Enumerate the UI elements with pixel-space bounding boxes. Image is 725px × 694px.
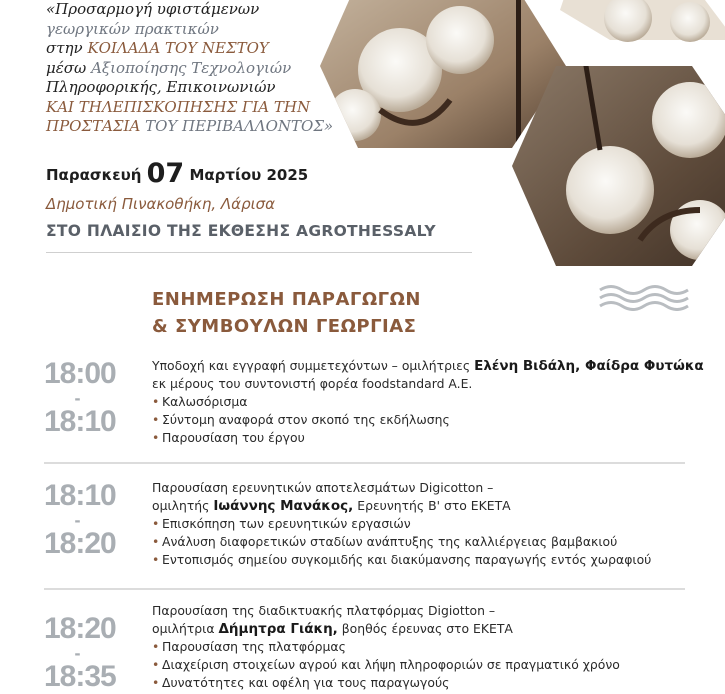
divider [44,588,685,590]
title-line-3: στην ΚΟΙΛΑΔΑ ΤΟΥ ΝΕΣΤΟΥ [46,39,269,57]
program-item-1: Υποδοχή και εγγραφή συμμετεχόντων – ομιλήτριες Ελένη Βιδάλη, Φαίδρα Φυτώκα εκ μέρους του συντονιστή φορέα foodstandard A.E. • Καλωσόρισμα • Σύντομη αναφορά στον σκοπό της εκδήλωσης • Παρουσίαση του έργου [152,357,712,447]
list-item: • Διαχείριση στοιχείων αγρού και λήψη πληροφοριών σε πραγματικό χρόνο [152,656,712,674]
list-item: • Εντοπισμός σημείου συγκομιδής και διακύμανσης παραγωγής εντός χωραφιού [152,551,712,569]
list-item: • Σύντομη αναφορά στον σκοπό της εκδήλωσης [152,411,712,429]
program-item-3: Παρουσίαση της διαδικτυακής πλατφόρμας Digiotton – ομιλήτρια Δήμητρα Γιάκη, βοηθός έρευνας στο ΕΚΕΤΑ • Παρουσίαση της πλατφόρμας • Διαχείριση στοιχείων αγρού και λήψη πληροφοριών σε πραγματικό χρόνο • Δυνατότητες και οφέλη για τους παραγωγούς [152,602,712,692]
title-line-7: ΠΡΟΣΤΑΣΙΑ ΤΟΥ ΠΕΡΙΒΑΛΛΟΝΤΟΣ» [46,117,334,135]
event-frame: ΣΤΟ ΠΛΑΙΣΙΟ ΤΗΣ ΕΚΘΕΣΗΣ AGROTHESSALY [46,222,436,240]
list-item: • Ανάλυση διαφορετικών σταδίων ανάπτυξης της καλλιέργειας βαμβακιού [152,533,712,551]
program-item-2: Παρουσίαση ερευνητικών αποτελεσμάτων Digicotton – ομιλητής Ιωάννης Μανάκος, Ερευνητής Β' στο ΕΚΕΤΑ • Επισκόπηση των ερευνητικών εργασιών • Ανάλυση διαφορετικών σταδίων ανάπτυξης της καλλιέργειας βαμβακιού • Εντοπισμός σημείου συγκομιδής και διακύμανσης παραγωγής εντός χωραφιού [152,479,712,569]
title-line-4: μέσω Αξιοποίησης Τεχνολογιών [46,58,292,77]
list-item: • Επισκόπηση των ερευνητικών εργασιών [152,515,712,533]
cotton-photo-top-right [560,0,725,42]
time-slot-1: 18:00 - 18:10 [44,357,116,438]
divider [44,462,685,464]
list-item: • Παρουσίαση της πλατφόρμας [152,638,712,656]
list-item: • Καλωσόρισμα [152,393,712,411]
program-item-1-bullets [152,393,712,447]
waves-icon [598,283,690,311]
list-item: • Δυνατότητες και οφέλη για τους παραγωγούς [152,674,712,692]
title-line-6: ΚΑΙ ΤΗΛΕΠΙΣΚΟΠΗΣΗΣ ΓΙΑ ΤΗΝ [46,97,311,116]
title-line-1: «Προσαρμογή υφιστάμενων [46,0,260,18]
time-slot-2: 18:10 - 18:20 [44,479,116,560]
section-heading: ΕΝΗΜΕΡΩΣΗ ΠΑΡΑΓΩΓΩΝ & ΣΥΜΒΟΥΛΩΝ ΓΕΩΡΓΙΑΣ [152,289,421,337]
list-item: • Παρουσίαση του έργου [152,429,712,447]
title-line-2: γεωργικών πρακτικών [46,19,219,38]
time-slot-3: 18:20 - 18:35 [44,612,116,693]
title-line-5: Πληροφορικής, Επικοινωνιών [46,78,276,96]
event-date: Παρασκευή 07 Μαρτίου 2025 [46,158,309,189]
program-item-2-bullets [152,515,712,569]
divider [46,252,472,253]
event-venue: Δημοτική Πινακοθήκη, Λάρισα [46,195,276,213]
